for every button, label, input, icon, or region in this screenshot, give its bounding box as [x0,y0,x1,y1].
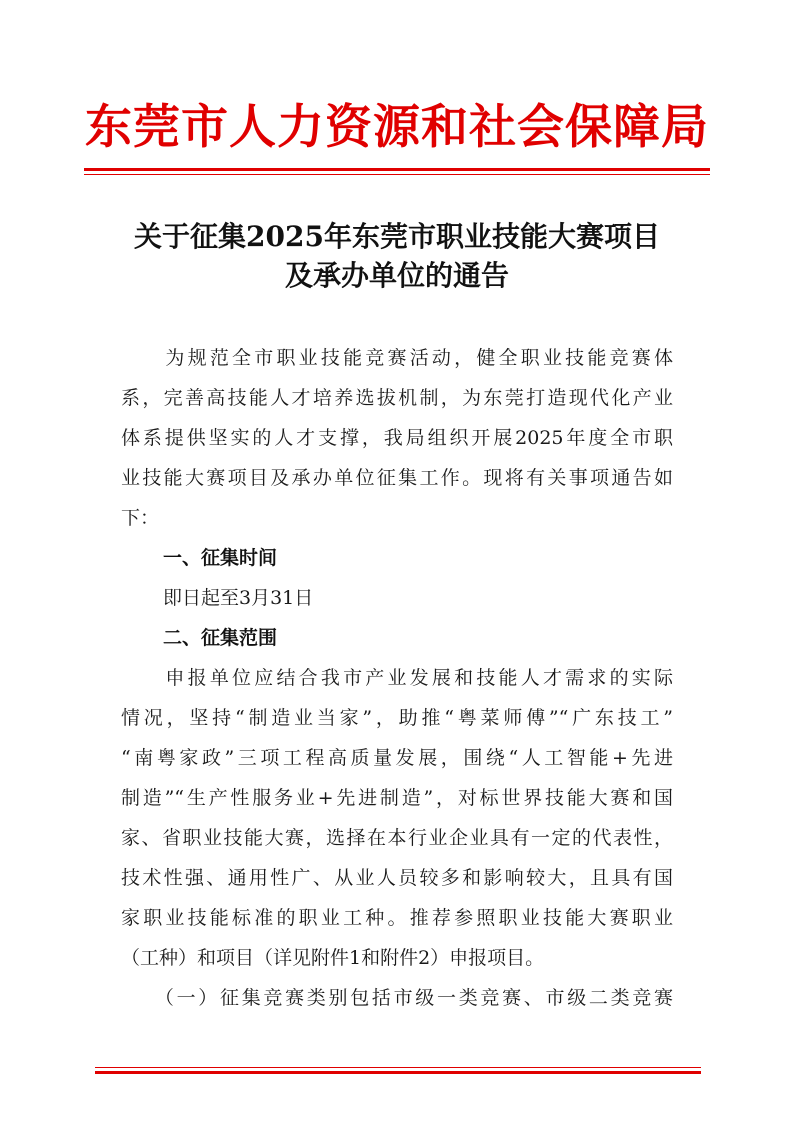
letterhead-divider-thin [84,174,710,175]
collection-time-text: 即日起至3月31日 [163,587,314,609]
scope-line: 情况，坚持“制造业当家”，助推“粤菜师傅”“广东技工” [121,707,673,729]
footer-divider-thick [95,1071,701,1074]
scope-line: 技术性强、通用性广、从业人员较多和影响较大，且具有国 [121,867,673,889]
intro-line: 系，完善高技能人才培养选拔机制，为东莞打造现代化产业 [121,387,673,409]
scope-line: “南粤家政”三项工程高质量发展，围绕“人工智能+先进 [121,747,673,769]
intro-paragraph [121,338,673,538]
scope-line: （工种）和项目（详见附件1和附件2）申报项目。 [121,947,545,969]
intro-line: 为规范全市职业技能竞赛活动，健全职业技能竞赛体 [121,347,673,369]
letterhead-title: 东莞市人力资源和社会保障局 [85,100,709,155]
document-title-line-1: 关于征集2025年东莞市职业技能大赛项目 [134,220,660,253]
section-heading-collection-time: 一、征集时间 [163,547,278,569]
scope-line: 制造”“生产性服务业+先进制造”，对标世界技能大赛和国 [121,787,673,809]
footer-divider-thin [95,1067,701,1068]
scope-line: 家、省职业技能大赛，选择在本行业企业具有一定的代表性， [121,827,673,849]
intro-line: 业技能大赛项目及承办单位征集工作。现将有关事项通告如 [121,467,673,489]
document-title-line-2: 及承办单位的通告 [284,259,509,292]
intro-line: 下： [121,507,160,529]
scope-line: （一）征集竞赛类别包括市级一类竞赛、市级二类竞赛 [121,987,673,1009]
scope-line: 申报单位应结合我市产业发展和技能人才需求的实际 [121,667,673,689]
letterhead-divider-thick [84,168,710,171]
section-heading-collection-scope: 二、征集范围 [163,627,278,649]
scope-line: 家职业技能标准的职业工种。推荐参照职业技能大赛职业 [121,907,673,929]
scope-paragraph [121,658,673,1018]
intro-line: 体系提供坚实的人才支撑，我局组织开展2025年度全市职 [121,427,673,449]
